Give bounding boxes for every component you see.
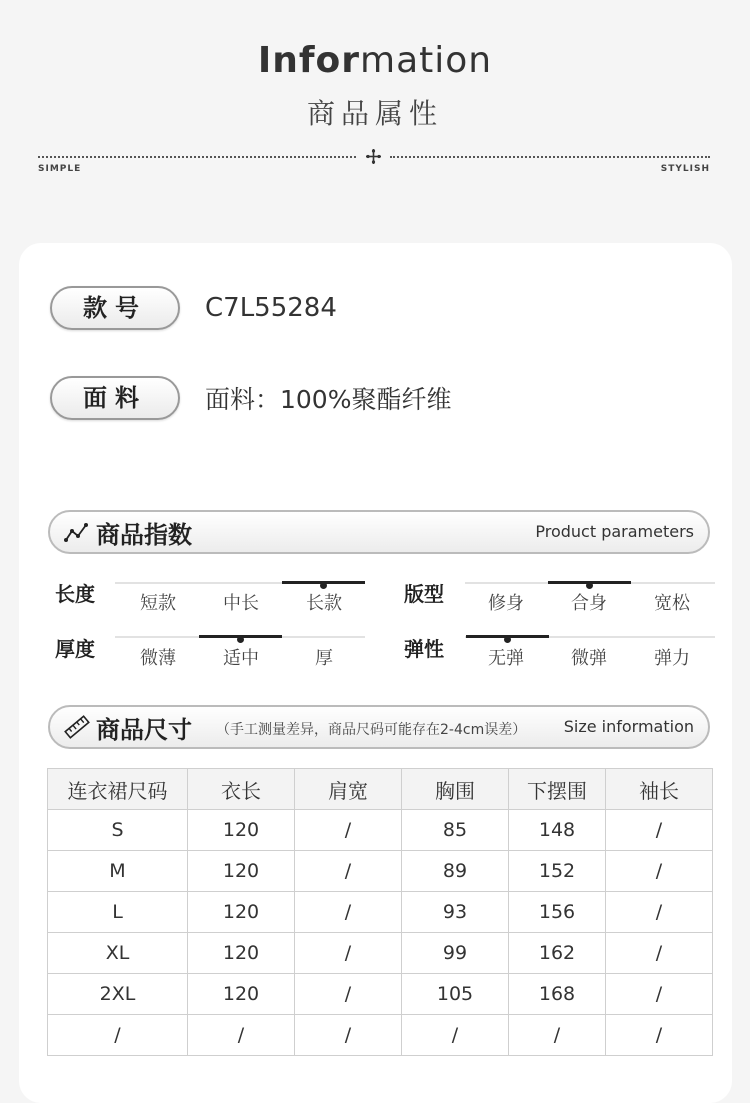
param-option: 弹力 [654, 648, 690, 669]
line-chart-icon [64, 520, 90, 544]
table-cell: / [606, 974, 713, 1015]
table-cell: 120 [188, 810, 295, 851]
param-option: 无弹 [488, 648, 524, 669]
table-cell: 120 [188, 933, 295, 974]
table-row [48, 892, 713, 933]
size-section-note: （手工测量差异，商品尺码可能存在2-4cm误差） [216, 722, 527, 738]
param-label: 长度 [55, 582, 95, 606]
fabric-value: 面料：100%聚酯纤维 [205, 385, 452, 414]
table-header-cell: 袖长 [606, 769, 713, 810]
table-cell: / [295, 851, 402, 892]
param-option: 微弹 [571, 648, 607, 669]
table-cell: 89 [402, 851, 509, 892]
param-option: 宽松 [654, 593, 690, 614]
fabric-label: 面料 [50, 376, 180, 420]
table-cell: / [606, 933, 713, 974]
table-cell: XL [48, 933, 188, 974]
table-cell: 148 [509, 810, 606, 851]
table-cell: / [606, 810, 713, 851]
param-label: 厚度 [55, 637, 95, 661]
cross-arrows-icon [365, 148, 382, 165]
table-cell: / [188, 1015, 295, 1056]
table-cell: / [606, 851, 713, 892]
style-number-label: 款号 [50, 286, 180, 330]
table-cell: 162 [509, 933, 606, 974]
tag-stylish: STYLISH [660, 164, 710, 174]
style-number-value: C7L55284 [205, 293, 337, 323]
tag-simple: SIMPLE [38, 164, 82, 174]
table-row [48, 810, 713, 851]
table-cell: 152 [509, 851, 606, 892]
table-cell: / [295, 892, 402, 933]
table-cell: / [295, 933, 402, 974]
table-cell: L [48, 892, 188, 933]
title-english-light: mation [360, 40, 493, 81]
table-row [48, 1015, 713, 1056]
table-header-cell: 肩宽 [295, 769, 402, 810]
param-selected-dot [320, 582, 327, 589]
table-cell: 120 [188, 974, 295, 1015]
table-row [48, 974, 713, 1015]
param-option: 中长 [223, 593, 259, 614]
table-cell: M [48, 851, 188, 892]
divider-right [390, 156, 710, 158]
table-row [48, 933, 713, 974]
size-section-bar [48, 705, 710, 749]
table-cell: 120 [188, 892, 295, 933]
param-label: 版型 [404, 582, 444, 606]
param-label: 弹性 [404, 637, 444, 661]
table-cell: / [295, 1015, 402, 1056]
table-cell: / [606, 1015, 713, 1056]
table-cell: 105 [402, 974, 509, 1015]
table-row [48, 851, 713, 892]
table-cell: / [48, 1015, 188, 1056]
param-option: 长款 [306, 593, 342, 614]
table-cell: / [402, 1015, 509, 1056]
table-cell: / [606, 892, 713, 933]
param-option: 合身 [571, 593, 607, 614]
param-option: 适中 [223, 648, 259, 669]
table-header-row [48, 769, 713, 810]
table-cell: / [295, 810, 402, 851]
title-english-bold: Infor [257, 40, 361, 81]
table-header-cell: 衣长 [188, 769, 295, 810]
table-cell: 99 [402, 933, 509, 974]
param-selected-dot [237, 636, 244, 643]
table-cell: 168 [509, 974, 606, 1015]
param-option: 微薄 [140, 648, 176, 669]
size-section-title-en: Size information [563, 717, 694, 736]
table-cell: / [509, 1015, 606, 1056]
table-header-cell: 下摆围 [509, 769, 606, 810]
table-header-cell: 胸围 [402, 769, 509, 810]
table-cell: / [295, 974, 402, 1015]
size-table [47, 768, 713, 1056]
param-option: 厚 [315, 648, 333, 669]
param-option: 短款 [140, 593, 176, 614]
title-chinese: 商品属性 [306, 97, 443, 130]
divider-left [38, 156, 356, 158]
table-header-cell: 连衣裙尺码 [48, 769, 188, 810]
param-option: 修身 [488, 593, 524, 614]
params-section-title: 商品指数 [96, 521, 192, 549]
table-cell: S [48, 810, 188, 851]
params-section-title-en: Product parameters [535, 522, 694, 541]
size-section-title: 商品尺寸 [96, 716, 192, 744]
table-cell: 85 [402, 810, 509, 851]
ruler-icon [64, 715, 90, 739]
title-english [0, 40, 750, 81]
table-cell: 2XL [48, 974, 188, 1015]
table-cell: 120 [188, 851, 295, 892]
table-cell: 93 [402, 892, 509, 933]
param-selected-dot [586, 582, 593, 589]
page-header [0, 0, 750, 200]
table-cell: 156 [509, 892, 606, 933]
params-section-bar [48, 510, 710, 554]
param-selected-dot [504, 636, 511, 643]
